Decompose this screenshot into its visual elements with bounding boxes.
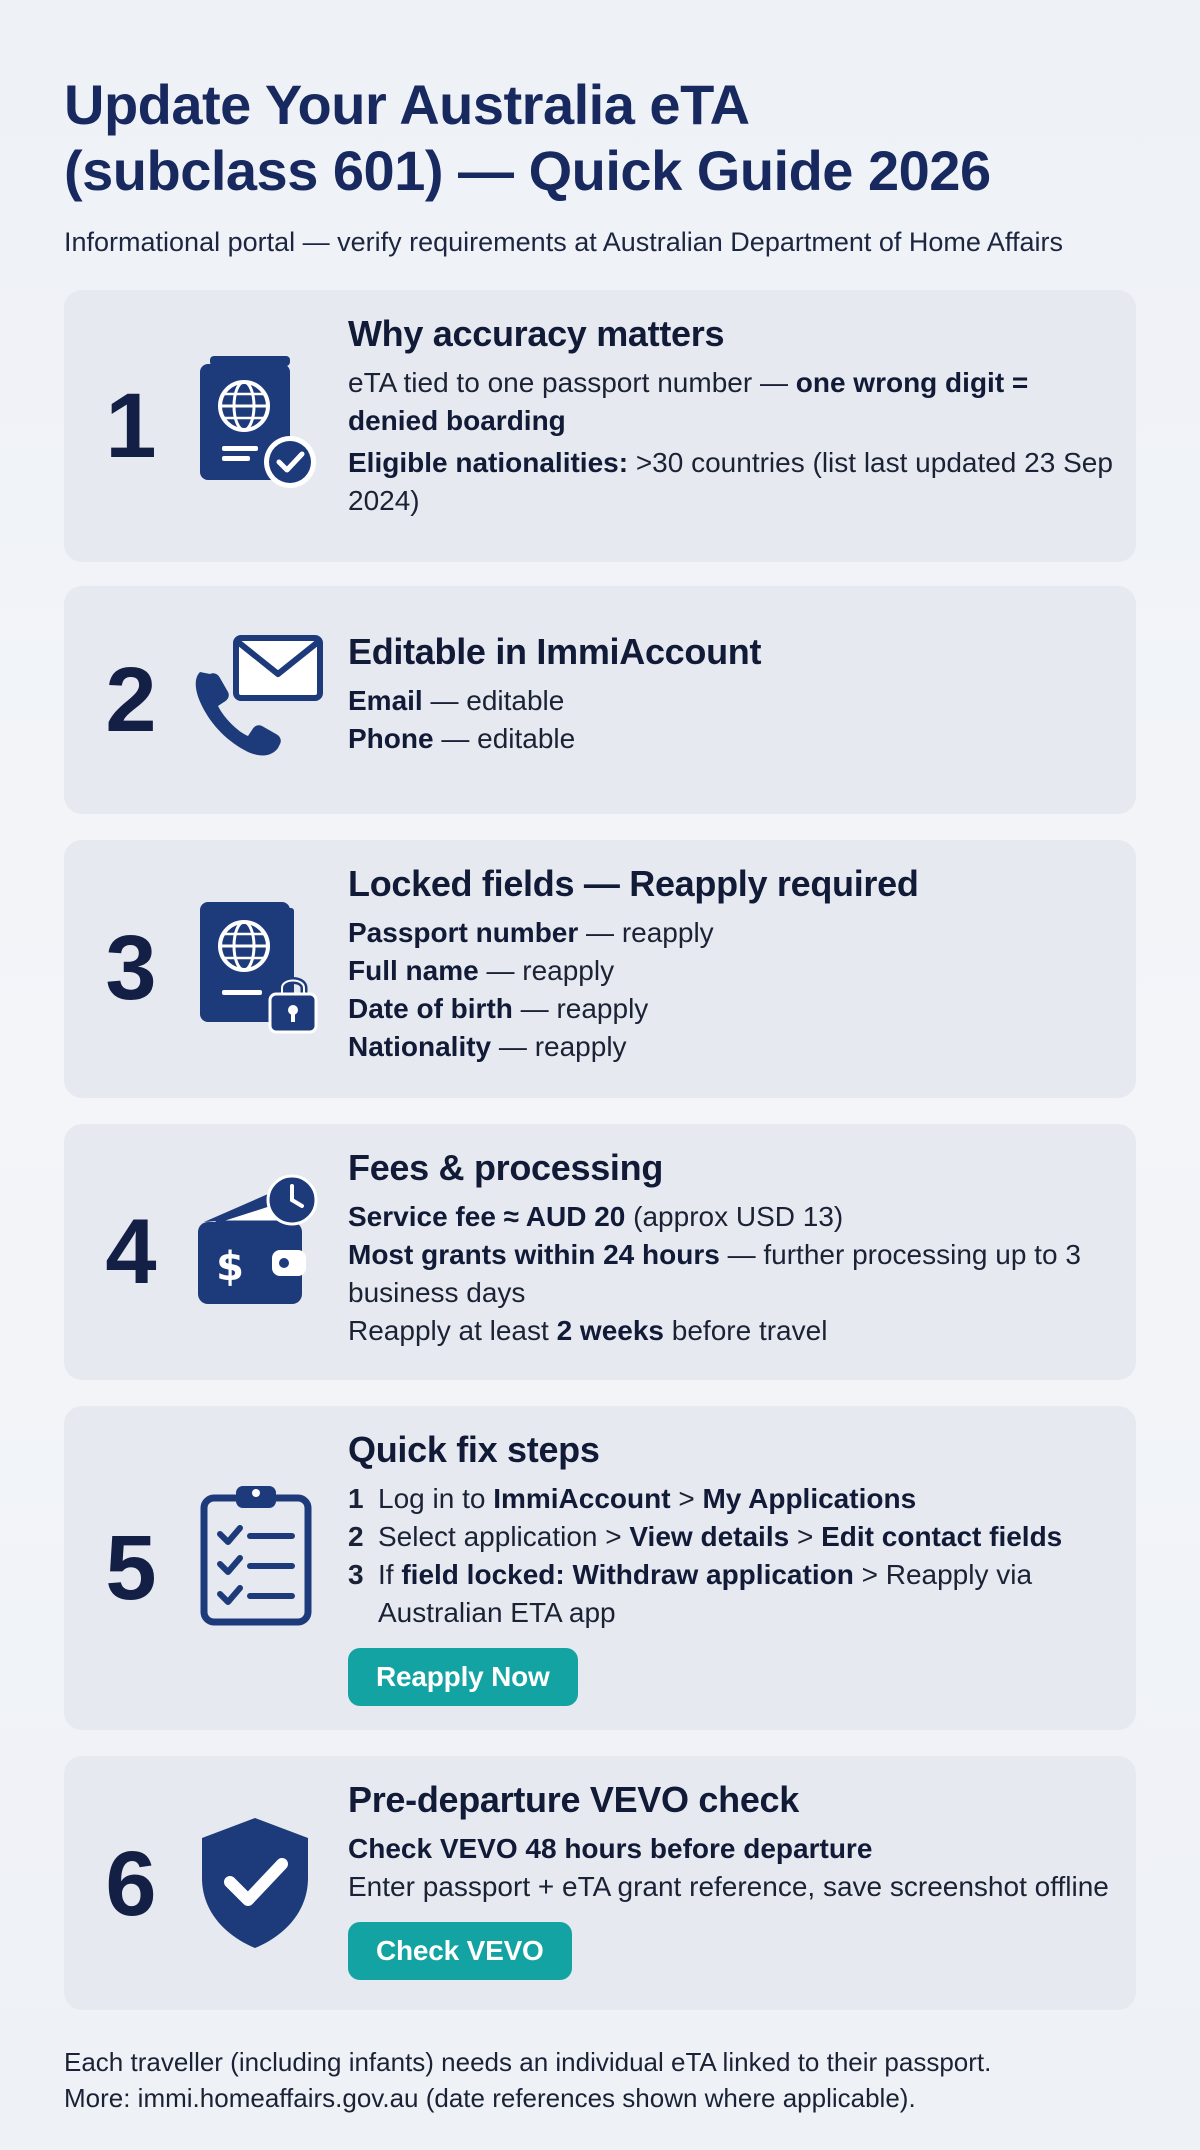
section-number: 2 (105, 649, 157, 751)
quick-fix-step: 2 Select application > View details > Edit contact fields (348, 1521, 1063, 1552)
locked-field-row: Passport number — reapply (348, 917, 714, 948)
vevo-timing-note: Check VEVO 48 hours before departure (348, 1833, 873, 1864)
reapply-now-button[interactable]: Reapply Now (348, 1648, 578, 1706)
processing-time-note: Most grants within 24 hours — further processing up to 3 business days (348, 1239, 1081, 1308)
quick-fix-step: 3 If field locked: Withdraw application > Reapply via Australian ETA app (348, 1559, 1033, 1628)
passport-check-icon (180, 350, 330, 500)
locked-field-row: Nationality — reapply (348, 1031, 627, 1062)
section-card-locked (64, 840, 1136, 1098)
section-number: 4 (105, 1201, 157, 1303)
footer-line-1: Each traveller (including infants) needs an individual eTA linked to their passport. (64, 2047, 992, 2077)
section-heading: Why accuracy matters (348, 313, 725, 354)
title-line-1: Update Your Australia eTA (64, 73, 750, 136)
svg-text:$: $ (216, 1244, 244, 1290)
quick-fix-step: 1 Log in to ImmiAccount > My Applications (348, 1483, 917, 1514)
phone-envelope-icon (180, 624, 330, 774)
phone-field-status: Phone — editable (348, 723, 576, 754)
footer-note (64, 2044, 1164, 2116)
check-vevo-button[interactable]: Check VEVO (348, 1922, 572, 1980)
section-number: 6 (105, 1833, 157, 1935)
section-number: 3 (105, 917, 157, 1019)
section-card-accuracy (64, 290, 1136, 562)
footer-line-2: More: immi.homeaffairs.gov.au (date references shown where applicable). (64, 2083, 916, 2113)
section-content (348, 862, 1120, 1066)
section-number: 5 (105, 1517, 157, 1619)
section-heading: Fees & processing (348, 1147, 664, 1188)
section-content (348, 1778, 1120, 1980)
page-subtitle: Informational portal — verify requirements at Australian Department of Home Affairs (64, 227, 1063, 257)
section-card-vevo (64, 1756, 1136, 2010)
section-content (348, 1428, 1120, 1706)
section-content (348, 312, 1120, 520)
locked-field-row: Date of birth — reapply (348, 993, 649, 1024)
page-title (64, 72, 1144, 204)
section-content (348, 1146, 1120, 1350)
section-card-editable (64, 586, 1136, 814)
section-heading: Locked fields — Reapply required (348, 863, 919, 904)
section-heading: Quick fix steps (348, 1429, 600, 1470)
vevo-instructions: Enter passport + eTA grant reference, save screenshot offline (348, 1871, 1109, 1902)
section-card-fees (64, 1124, 1136, 1380)
section-number: 1 (105, 375, 157, 477)
email-field-status: Email — editable (348, 685, 565, 716)
section-card-quick-fix (64, 1406, 1136, 1730)
section-heading: Pre-departure VEVO check (348, 1779, 799, 1820)
reapply-timing-note: Reapply at least 2 weeks before travel (348, 1315, 828, 1346)
eligible-nationalities-note: Eligible nationalities: >30 countries (list last updated 23 Sep 2024) (348, 447, 1113, 516)
wallet-clock-icon (180, 1170, 330, 1320)
locked-field-row: Full name — reapply (348, 955, 615, 986)
shield-check-icon (180, 1808, 330, 1958)
section-heading: Editable in ImmiAccount (348, 631, 762, 672)
service-fee-note: Service fee ≈ AUD 20 (approx USD 13) (348, 1201, 844, 1232)
title-line-2: (subclass 601) — Quick Guide 2026 (64, 139, 991, 202)
section-content (348, 630, 1120, 758)
passport-lock-icon (180, 892, 330, 1042)
clipboard-checklist-icon (180, 1478, 330, 1628)
passport-tie-note: eTA tied to one passport number — one wrong digit = denied boarding (348, 367, 1029, 436)
